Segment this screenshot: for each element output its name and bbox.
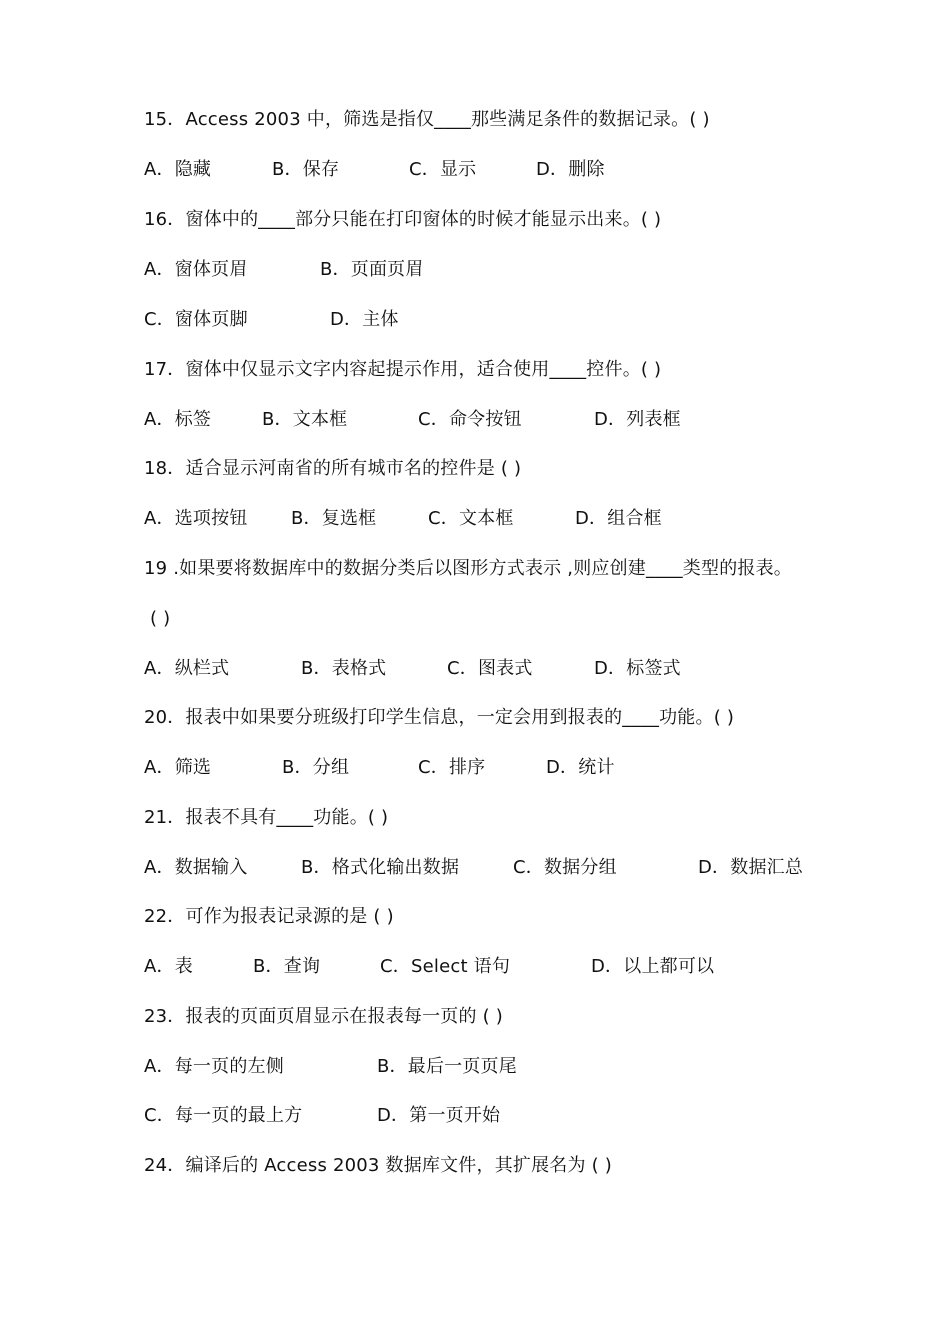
option-a: A．隐藏 xyxy=(144,159,212,180)
option-d: D．以上都可以 xyxy=(591,956,715,977)
option-b: B．分组 xyxy=(282,757,350,778)
option-a: A．标签 xyxy=(144,409,212,430)
question-20-stem: 20．报表中如果要分班级打印学生信息，一定会用到报表的____功能。( ) xyxy=(144,707,735,728)
option-a: A．纵栏式 xyxy=(144,658,230,679)
option-b: B．复选框 xyxy=(291,508,377,529)
option-d: D．数据汇总 xyxy=(698,857,804,878)
option-d: D．统计 xyxy=(546,757,615,778)
option-b: B．文本框 xyxy=(262,409,348,430)
question-19-stem-continued: ( ) xyxy=(150,608,171,629)
question-22-stem: 22．可作为报表记录源的是 ( ) xyxy=(144,906,394,927)
option-c: C．命令按钮 xyxy=(418,409,522,430)
option-b: B．保存 xyxy=(272,159,340,180)
option-a: A．窗体页眉 xyxy=(144,259,248,280)
option-c: C．每一页的最上方 xyxy=(144,1105,303,1126)
option-b: B．表格式 xyxy=(301,658,387,679)
question-19-stem: 19 .如果要将数据库中的数据分类后以图形方式表示 ,则应创建____类型的报表。 xyxy=(144,558,792,579)
question-15-stem: 15．Access 2003 中，筛选是指仅____那些满足条件的数据记录。( ) xyxy=(144,109,710,130)
question-21-stem: 21．报表不具有____功能。( ) xyxy=(144,807,389,828)
option-c: C．数据分组 xyxy=(513,857,617,878)
option-b: B．格式化输出数据 xyxy=(301,857,460,878)
option-d: D．组合框 xyxy=(575,508,662,529)
option-c: C．Select 语句 xyxy=(380,956,511,977)
option-d: D．第一页开始 xyxy=(377,1105,501,1126)
option-c: C．窗体页脚 xyxy=(144,309,248,330)
option-a: A．选项按钮 xyxy=(144,508,248,529)
option-b: B．页面页眉 xyxy=(320,259,424,280)
option-a: A．表 xyxy=(144,956,193,977)
option-d: D．列表框 xyxy=(594,409,681,430)
question-24-stem: 24．编译后的 Access 2003 数据库文件，其扩展名为 ( ) xyxy=(144,1155,612,1176)
option-d: D．主体 xyxy=(330,309,399,330)
question-18-stem: 18．适合显示河南省的所有城市名的控件是 ( ) xyxy=(144,458,522,479)
option-c: C．文本框 xyxy=(428,508,514,529)
option-b: B．查询 xyxy=(253,956,321,977)
option-c: C．显示 xyxy=(409,159,477,180)
option-d: D．标签式 xyxy=(594,658,681,679)
option-a: A．每一页的左侧 xyxy=(144,1056,284,1077)
question-16-stem: 16．窗体中的____部分只能在打印窗体的时候才能显示出来。( ) xyxy=(144,209,662,230)
option-c: C．排序 xyxy=(418,757,486,778)
option-a: A．数据输入 xyxy=(144,857,248,878)
option-d: D．删除 xyxy=(536,159,605,180)
question-17-stem: 17．窗体中仅显示文字内容起提示作用，适合使用____控件。( ) xyxy=(144,359,662,380)
question-23-stem: 23．报表的页面页眉显示在报表每一页的 ( ) xyxy=(144,1006,503,1027)
option-c: C．图表式 xyxy=(447,658,533,679)
option-a: A．筛选 xyxy=(144,757,212,778)
option-b: B．最后一页页尾 xyxy=(377,1056,517,1077)
